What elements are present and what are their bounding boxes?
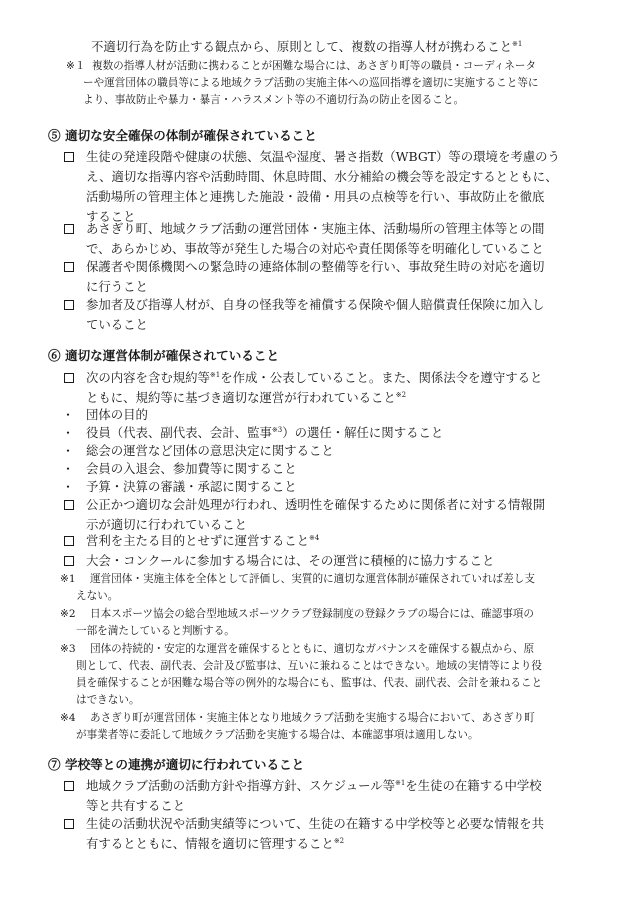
checkbox — [64, 224, 74, 234]
item-line: ともに、規約等に基づき適切な運営が行われていること$^{※2}$ — [86, 390, 407, 405]
bullet-mark: ・ — [62, 480, 75, 494]
footnote-ref: ※1 — [512, 40, 523, 48]
note-mark: ※4 — [60, 712, 76, 724]
footnote-ref: ※1 — [395, 779, 406, 787]
note-line: 団体の持続的・安定的な運営を確保するとともに、適切なガバナンスを確保する観点から、原 — [90, 643, 535, 655]
bullet-mark: ・ — [62, 462, 75, 476]
footnote-ref: ※3 — [271, 426, 283, 434]
note-line: はできない。 — [76, 694, 140, 706]
note-mark: ※2 — [60, 608, 76, 620]
item-line: 有するとともに、情報を適切に管理すること$^{※2}$ — [86, 836, 345, 851]
checkbox — [64, 556, 74, 566]
note-line: 一部を満たしていると判断する。 — [76, 625, 235, 637]
section-6-title: ⑥ 適切な運営体制が確保されていること — [48, 348, 280, 363]
intro-line: 不適切行為を防止する観点から、原則として、複数の指導人材が携わること$^{※1}$ — [91, 39, 523, 54]
checkbox — [64, 262, 74, 272]
item-line: 次の内容を含む規約等$^{※1}$を作成・公表していること。また、関係法令を遵守すると — [86, 370, 543, 385]
note-line: が事業者等に委託して地域クラブ活動を実施する場合は、本確認事項は適用しない。 — [76, 729, 479, 741]
note-line: 日本スポーツ協会の総合型地域スポーツクラブ登録制度の登録クラブの場合には、確認事項の — [90, 608, 534, 620]
bullet-item: 団体の目的 — [86, 407, 148, 422]
bullet-item: 会員の入退会、参加費等に関すること — [86, 461, 297, 476]
footnote-ref: ※1 — [209, 371, 221, 379]
footnote-ref: ※2 — [333, 837, 345, 845]
checkbox — [64, 300, 74, 310]
item-line: 生徒の発達段階や健康の状態、気温や湿度、暑さ指数（WBGT）等の環境を考慮のう — [86, 149, 560, 164]
bullet-mark: ・ — [62, 426, 75, 440]
checkbox — [64, 781, 74, 791]
item-line: に行うこと — [86, 279, 148, 294]
intro-note-line: ーや運営団体の職員等による地域クラブ活動の実施主体への巡回指導を適切に実施すること等に — [83, 77, 539, 89]
footnote-ref: ※2 — [395, 391, 407, 399]
note-line: 則として、代表、副代表、会計及び監事は、互いに兼ねることはできない。地域の実情等により役 — [76, 660, 542, 672]
item-line: 参加者及び指導人材が、自身の怪我等を補償する保険や個人賠償責任保険に加入し — [86, 297, 545, 312]
item-line: 営利を主たる目的とせずに運営すること$^{※4}$ — [86, 533, 320, 548]
item-line: え、適切な指導内容や活動時間、休息時間、水分補給の機会等を設定するとともに、 — [86, 169, 558, 184]
item-line: ていること — [86, 317, 148, 332]
checkbox — [64, 819, 74, 829]
item-line: 大会・コンクールに参加する場合には、その運営に積極的に協力すること — [86, 553, 495, 568]
note-mark: ※１ — [66, 60, 86, 72]
item-line: 保護者や関係機関への緊急時の連絡体制の整備等を行い、事故発生時の対応を適切 — [86, 259, 545, 274]
checkbox — [64, 536, 74, 546]
item-line: 生徒の活動状況や活動実績等について、生徒の在籍する中学校等と必要な情報を共 — [86, 816, 544, 831]
note-mark: ※1 — [60, 573, 76, 585]
note-mark: ※3 — [60, 643, 76, 655]
item-line: 示が適切に行われていること — [86, 517, 248, 532]
checkbox — [64, 152, 74, 162]
item-line: 活動場所の管理主体と連携した施設・設備・用具の点検等を行い、事故防止を徹底 — [86, 189, 545, 204]
section-5-title: ⑤ 適切な安全確保の体制が確保されていること — [48, 128, 317, 143]
intro-note-line: 複数の指導人材が活動に携わることが困難な場合には、あさぎり町等の職員・コーディネータ — [92, 60, 537, 72]
note-line: あさぎり町が運営団体・実施主体となり地域クラブ活動を実施する場合において、あさぎり町 — [90, 712, 535, 724]
item-line: あさぎり町、地域クラブ活動の運営団体・実施主体、活動場所の管理主体等との間 — [86, 221, 545, 236]
intro-note-line: より、事故防止や暴力・暴言・ハラスメント等の不適切行為の防止を図ること。 — [83, 94, 465, 106]
note-line: えない。 — [76, 590, 119, 602]
item-line: すること — [86, 209, 136, 224]
item-line: 公正かつ適切な会計処理が行われ、透明性を確保するために関係者に対する情報開 — [86, 497, 546, 512]
bullet-item: 予算・決算の審議・承認に関すること — [86, 479, 297, 494]
bullet-mark: ・ — [62, 408, 75, 422]
checkbox — [64, 500, 74, 510]
bullet-mark: ・ — [62, 444, 75, 458]
item-line: 地域クラブ活動の活動方針や指導方針、スケジュール等$^{※1}$を生徒の在籍する中学校 — [86, 778, 542, 793]
footnote-ref: ※4 — [309, 534, 320, 542]
bullet-item: 総会の運営など団体の意思決定に関すること — [86, 443, 334, 458]
section-7-title: ⑦ 学校等との連携が適切に行われていること — [48, 757, 305, 772]
note-line: 員を確保することが困難な場合等の例外的な場合にも、監事は、代表、副代表、会計を兼ねること — [76, 677, 543, 689]
note-line: 運営団体・実施主体を全体として評価し、実質的に適切な運営体制が確保されていれば差し支 — [90, 573, 535, 585]
checkbox — [64, 373, 74, 383]
item-line: で、あらかじめ、事故等が発生した場合の対応や責任関係等を明確化していること — [86, 241, 544, 256]
item-line: 等と共有すること — [86, 798, 186, 813]
bullet-item: 役員（代表、副代表、会計、監事$^{※3}$）の選任・解任に関すること — [86, 425, 444, 440]
